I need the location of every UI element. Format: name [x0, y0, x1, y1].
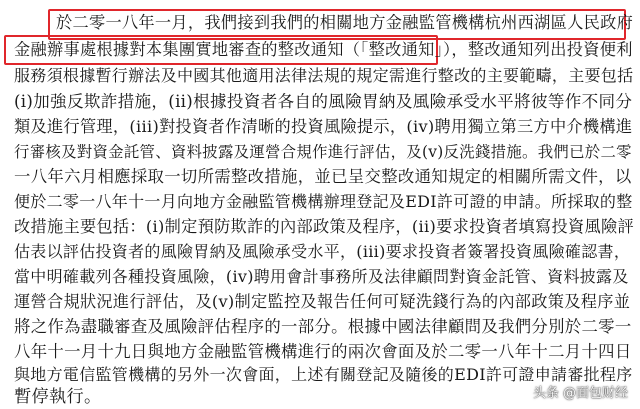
text-line-14: 八年十一月十九日與地方金融監管機構進行的兩次會面及於二零一八年十二月十四日: [14, 342, 632, 361]
text-line-15: 與地方電信監管機構的另外一次會面，上述有關登記及隨後的EDI許可證申請審批程序: [14, 365, 633, 384]
text-line-11: 當中明確載列各種投資風險，(iv)聘用會計事務所及法律顧問對資金託管、資料披露及: [14, 267, 629, 286]
text-line-3: 服務須根據暫行辦法及中國其他適用法律法規的規定需進行整改的主要範疇，主要包括: [14, 66, 634, 85]
text-line-2: 金融辦事處根據對本集團實地審查的整改通知（「整改通知」），整改通知列出投資便利: [14, 40, 633, 59]
text-line-12: 運營合規狀況進行評估，及(v)制定監控及報告任何可疑洗錢行為的內部政策及程序並: [14, 292, 631, 311]
text-line-5: 類及進行管理，(iii)對投資者作清晰的投資風險提示，(iv)聘用獨立第三方中介機構進: [14, 117, 633, 136]
text-line-10: 估表以評估投資者的風險胃納及風險承受水平，(iii)要求投資者簽署投資風險確認書，: [14, 242, 631, 261]
text-line-6: 行審核及對資金託管、資料披露及運營合規作進行評估，及(v)反洗錢措施。我們已於二零: [14, 143, 632, 161]
text-line-13: 將之作為盡職審查及風險評估程序的一部分。根據中國法律顧問及我們分別於二零一: [14, 317, 632, 336]
source-watermark: 头条 @面包财经: [532, 386, 628, 401]
text-line-9: 改措施主要包括：(i)制定預防欺詐的內部政策及程序，(ii)要求投資者填寫投資風險評: [14, 217, 634, 236]
text-line-16: 暫停執行。: [14, 387, 102, 407]
text-line-8: 便於二零一八年十一月向地方金融監管機構辦理登記及EDI許可證的申請。所採取的整: [14, 192, 633, 211]
text-line-4: (i)加強反欺詐措施，(ii)根據投資者各自的風險胃納及風險承受水平將彼等作不同分: [14, 92, 633, 111]
text-line-7: 一八年六月相應採取一切所需整改措施，並已呈交整改通知規定的相關所需文件，以: [14, 167, 632, 186]
text-line-1: 於二零一八年一月，我們接到我們的相關地方金融監管機構杭州西湖區人民政府: [56, 13, 634, 32]
